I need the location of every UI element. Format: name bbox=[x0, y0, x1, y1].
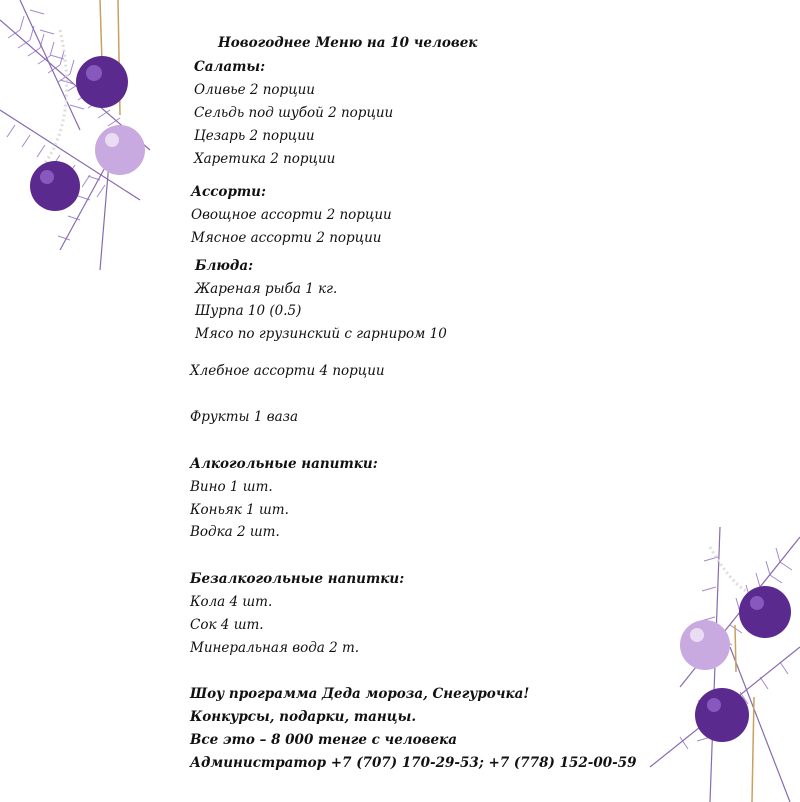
dish-item: Шурпа 10 (0.5) bbox=[195, 303, 302, 319]
salad-item: Сельдь под шубой 2 порции bbox=[194, 105, 394, 121]
dishes-heading: Блюда: bbox=[195, 258, 254, 274]
soft-drink-item: Минеральная вода 2 т. bbox=[190, 640, 360, 656]
assorti-item: Овощное ассорти 2 порции bbox=[191, 207, 392, 223]
dish-item: Мясо по грузинский с гарниром 10 bbox=[195, 326, 447, 342]
salad-item: Цезарь 2 порции bbox=[194, 128, 315, 144]
menu-title: Новогоднее Меню на 10 человек bbox=[218, 35, 478, 51]
christmas-branch-decoration-top-left bbox=[0, 0, 200, 275]
soft-drinks-heading: Безалкогольные напитки: bbox=[190, 571, 405, 587]
assorti-heading: Ассорти: bbox=[191, 184, 266, 200]
christmas-branch-decoration-bottom-right bbox=[630, 527, 800, 802]
extras-line: Конкурсы, подарки, танцы. bbox=[190, 709, 417, 725]
bread-line: Хлебное ассорти 4 порции bbox=[190, 363, 385, 379]
alcohol-heading: Алкогольные напитки: bbox=[190, 456, 378, 472]
alcohol-item: Водка 2 шт. bbox=[190, 524, 280, 540]
assorti-item: Мясное ассорти 2 порции bbox=[191, 230, 382, 246]
price-line: Все это – 8 000 тенге с человека bbox=[190, 732, 458, 748]
soft-drink-item: Кола 4 шт. bbox=[190, 594, 273, 610]
alcohol-item: Коньяк 1 шт. bbox=[190, 502, 289, 518]
salad-item: Харетика 2 порции bbox=[194, 151, 336, 167]
fruits-line: Фрукты 1 ваза bbox=[190, 409, 299, 425]
salad-item: Оливье 2 порции bbox=[194, 82, 315, 98]
admin-contacts: Администратор +7 (707) 170-29-53; +7 (778) 152-00-59 bbox=[190, 755, 637, 771]
dish-item: Жареная рыба 1 кг. bbox=[195, 281, 338, 297]
soft-drink-item: Сок 4 шт. bbox=[190, 617, 264, 633]
salads-heading: Салаты: bbox=[194, 59, 266, 75]
alcohol-item: Вино 1 шт. bbox=[190, 479, 273, 495]
show-program: Шоу программа Деда мороза, Снегурочка! bbox=[190, 686, 530, 702]
